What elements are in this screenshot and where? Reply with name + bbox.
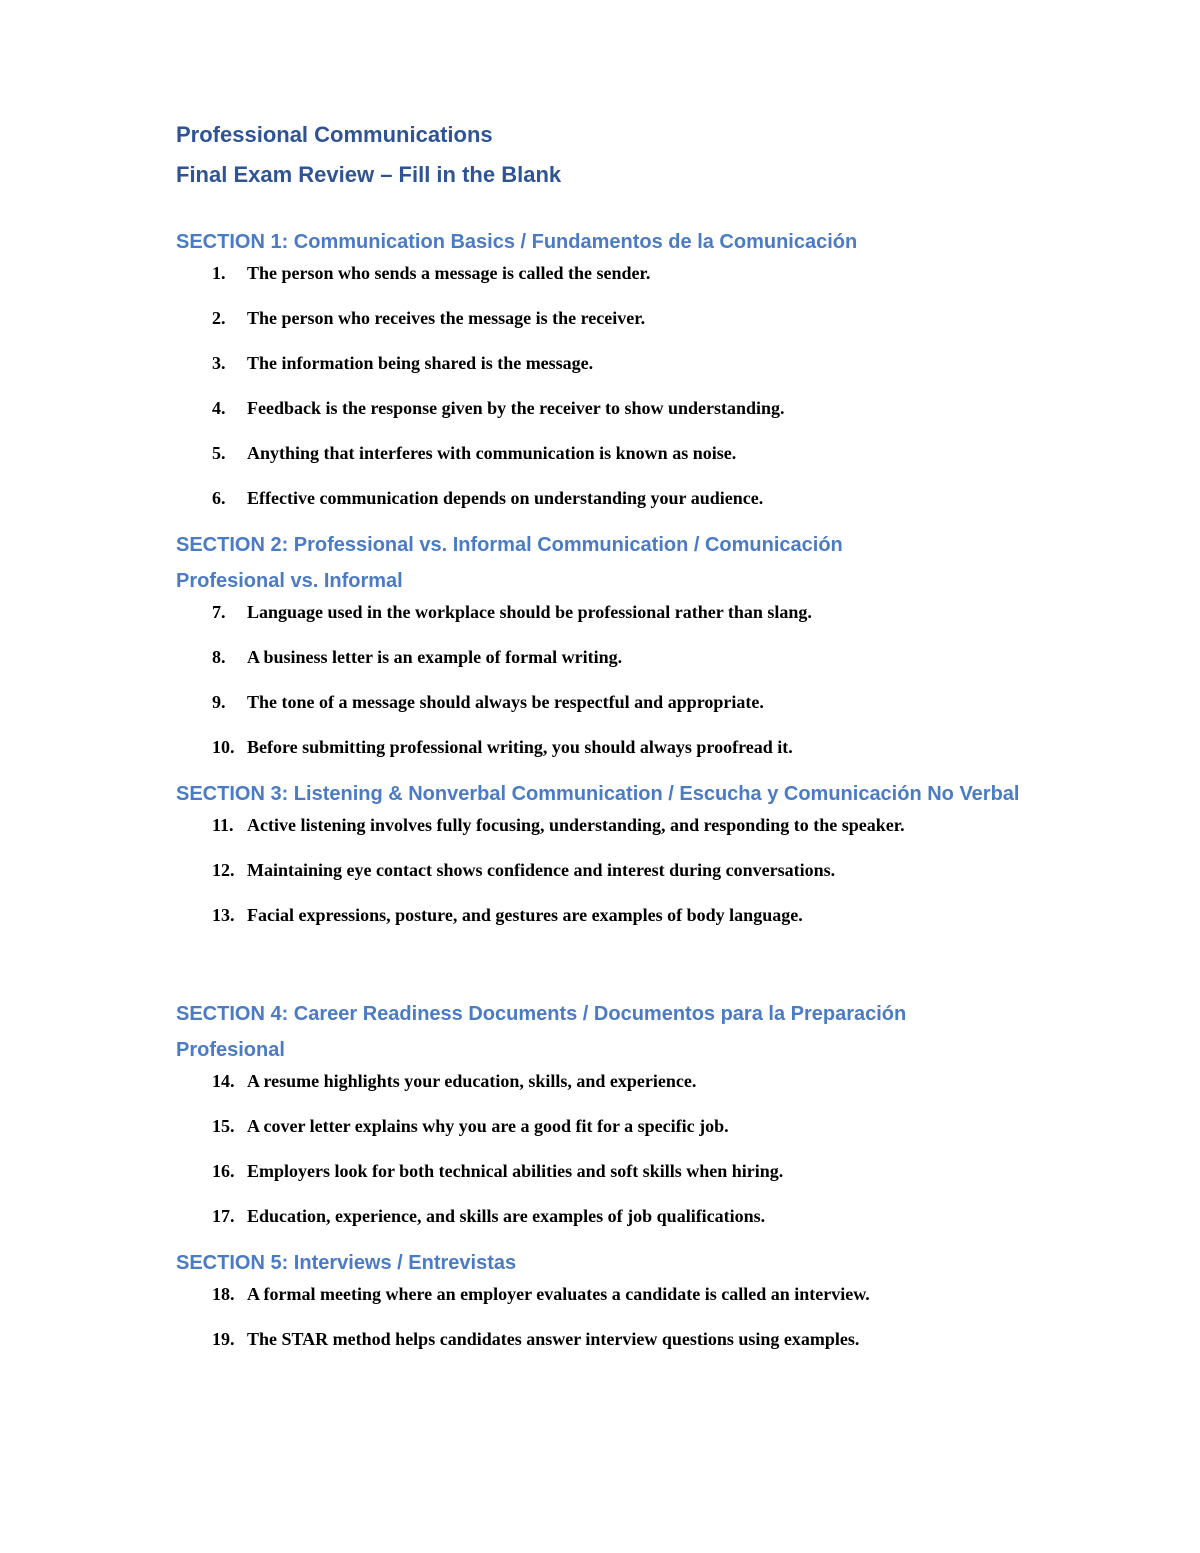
item-number: 3. [212, 353, 226, 373]
list-item [176, 395, 1036, 421]
item-number: 5. [212, 443, 226, 463]
item-text: Education, experience, and skills are examples of job qualifications. [247, 1206, 766, 1226]
list-item [176, 689, 1036, 715]
item-number: 19. [212, 1329, 235, 1349]
list-item [176, 485, 1036, 511]
list-item [176, 902, 976, 928]
item-number: 8. [212, 647, 226, 667]
item-text: Employers look for both technical abilities and soft skills when hiring. [247, 1161, 784, 1181]
item-text: Feedback is the response given by the receiver to show understanding. [247, 398, 785, 418]
section-heading: SECTION 4: Career Readiness Documents / Documentos para la Preparación Profesional [176, 1003, 907, 1061]
item-number: 16. [212, 1161, 235, 1181]
item-text: A formal meeting where an employer evaluates a candidate is called an interview. [247, 1284, 870, 1304]
item-number: 4. [212, 398, 226, 418]
item-text: Anything that interferes with communication is known as noise. [247, 443, 737, 463]
item-text: Language used in the workplace should be professional rather than slang. [247, 602, 812, 622]
list-item [176, 260, 1036, 286]
item-number: 2. [212, 308, 226, 328]
list-item [176, 1203, 1036, 1229]
item-number: 9. [212, 692, 226, 712]
question-list [176, 1068, 1036, 1229]
item-text: The person who receives the message is the receiver. [247, 308, 646, 328]
list-item [176, 644, 1036, 670]
question-list [176, 1281, 1036, 1352]
list-item [176, 440, 1036, 466]
item-number: 13. [212, 905, 235, 925]
item-number: 1. [212, 263, 226, 283]
item-number: 18. [212, 1284, 235, 1304]
item-text: Before submitting professional writing, you should always proofread it. [247, 737, 793, 757]
section-5 [176, 1245, 1036, 1352]
section-heading: SECTION 3: Listening & Nonverbal Communication / Escucha y Comunicación No Verbal [176, 783, 1020, 805]
item-number: 7. [212, 602, 226, 622]
item-number: 17. [212, 1206, 235, 1226]
item-text: Effective communication depends on understanding your audience. [247, 488, 764, 508]
item-text: A business letter is an example of formal writing. [247, 647, 623, 667]
list-item [176, 1326, 1036, 1352]
item-text: Maintaining eye contact shows confidence and interest during conversations. [247, 860, 836, 880]
section-3 [176, 776, 1036, 928]
section-heading: SECTION 1: Communication Basics / Fundamentos de la Comunicación [176, 231, 858, 253]
document-title: Professional Communications [176, 122, 493, 147]
section-heading: SECTION 2: Professional vs. Informal Communication / Comunicación Profesional vs. Informal [176, 534, 843, 592]
question-list [176, 812, 976, 928]
section-2 [176, 527, 936, 760]
item-text: Facial expressions, posture, and gestures are examples of body language. [247, 905, 803, 925]
item-text: The tone of a message should always be respectful and appropriate. [247, 692, 764, 712]
item-text: A cover letter explains why you are a good fit for a specific job. [247, 1116, 729, 1136]
document-body [176, 120, 1036, 1352]
item-text: Active listening involves fully focusing, understanding, and responding to the speaker. [247, 815, 905, 835]
list-item [176, 1281, 1036, 1307]
section-1 [176, 224, 1036, 511]
list-item [176, 812, 976, 838]
item-number: 10. [212, 737, 235, 757]
item-text: The information being shared is the message. [247, 353, 594, 373]
question-list [176, 260, 1036, 511]
list-item [176, 857, 976, 883]
question-list [176, 599, 1036, 760]
item-number: 11. [212, 815, 234, 835]
list-item [176, 734, 1036, 760]
list-item [176, 1158, 1036, 1184]
item-number: 14. [212, 1071, 235, 1091]
document-subtitle: Final Exam Review – Fill in the Blank [176, 162, 562, 187]
list-item [176, 599, 1036, 625]
section-4 [176, 996, 996, 1229]
item-text: The STAR method helps candidates answer interview questions using examples. [247, 1329, 860, 1349]
item-number: 6. [212, 488, 226, 508]
list-item [176, 1113, 1036, 1139]
list-item [176, 1068, 1036, 1094]
item-text: A resume highlights your education, skills, and experience. [247, 1071, 697, 1091]
item-text: The person who sends a message is called the sender. [247, 263, 651, 283]
section-heading: SECTION 5: Interviews / Entrevistas [176, 1252, 517, 1274]
item-number: 12. [212, 860, 235, 880]
list-item [176, 350, 1036, 376]
list-item [176, 305, 1036, 331]
item-number: 15. [212, 1116, 235, 1136]
